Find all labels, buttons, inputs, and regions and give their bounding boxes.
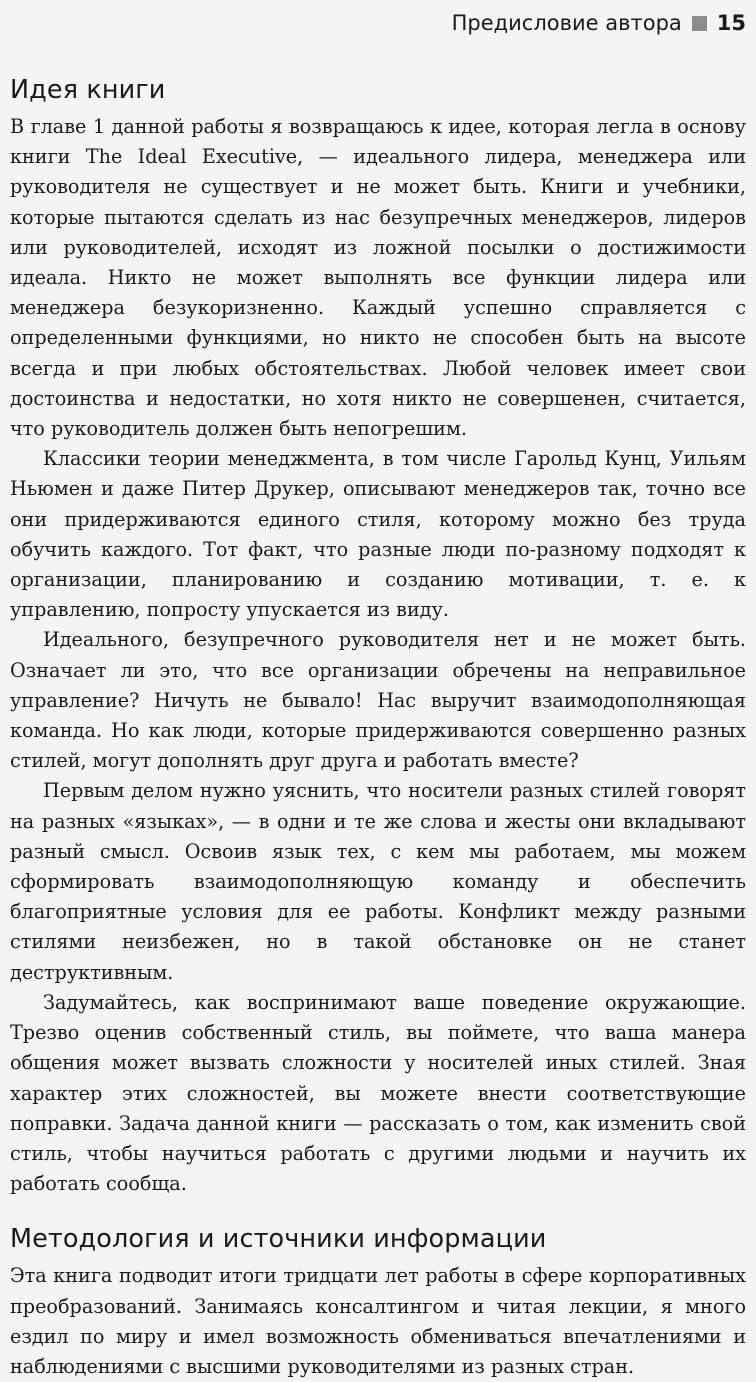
paragraph: Первым делом нужно уяснить, что носители разных стилей говорят на разных «языках», — в одни и те же слова и жесты они вкладывают разный смысл. Освоив язык тех, с кем мы работаем, мы можем сформировать взаимодополняющую команду и обеспечить благоприятные условия для ее работы. Конфликт между разными стилями неизбежен, но в такой обстановке он не станет деструктивным. [10, 779, 746, 984]
running-title: Предисловие автора [451, 11, 682, 35]
paragraph: В главе 1 данной работы я возвращаюсь к идее, которая легла в основу книги The Ideal Executive, — идеального лидера, менеджера или руководителя не существует и не может быть. Книги и учебники, которые пытаются сделать из нас безупречных менеджеров, лидеров или руководителей, исходят из ложной посылки о достижимости идеала. Никто не может выполнять все функции лидера или менеджера безукоризненно. Каждый успешно справляется с определенными функциями, но никто не способен быть на высоте всегда и при любых обстоятельствах. Любой человек имеет свои достоинства и недостатки, но хотя никто не совершенен, считается, что руководитель должен быть непогрешим. [10, 115, 746, 441]
paragraph: Эта книга подводит итоги тридцати лет работы в сфере корпоративных преобразований. Занимаясь консалтингом и читая лекции, я много ездил по миру и имел возможность обмениваться впечатлениями и наблюдениями с высшими руководителями из разных стран. [10, 1264, 746, 1378]
page-content [10, 0, 746, 1382]
page-number: 15 [716, 11, 746, 35]
paragraph: Классики теории менеджмента, в том числе Гарольд Кунц, Уильям Ньюмен и даже Питер Друкер, описывают менеджеров так, точно все они придерживаются единого стиля, которому можно без труда обучить каждого. Тот факт, что разные люди по-разному подходят к организации, планированию и созданию мотивации, т. е. к управлению, попросту упускается из виду. [10, 447, 746, 622]
section-title-book-idea: Идея книги [10, 75, 166, 105]
paragraph: Идеального, безупречного руководителя нет и не может быть. Означает ли это, что все организации обречены на неправильное управление? Ничуть не бывало! Нас выручит взаимодополняющая команда. Но как люди, которые придерживаются совершенно разных стилей, могут дополнять друг друга и работать вместе? [10, 628, 746, 773]
paragraph: Задумайтесь, как воспринимают ваше поведение окружающие. Трезво оценив собственный стиль, вы поймете, что ваша манера общения может вызвать сложности у носителей иных стилей. Зная характер этих сложностей, вы можете внести соответствующие поправки. Задача данной книги — рассказать о том, как изменить свой стиль, чтобы научиться работать с другими людьми и научить их работать сообща. [10, 990, 746, 1196]
section-title-methodology: Методология и источники информации [10, 1224, 547, 1255]
